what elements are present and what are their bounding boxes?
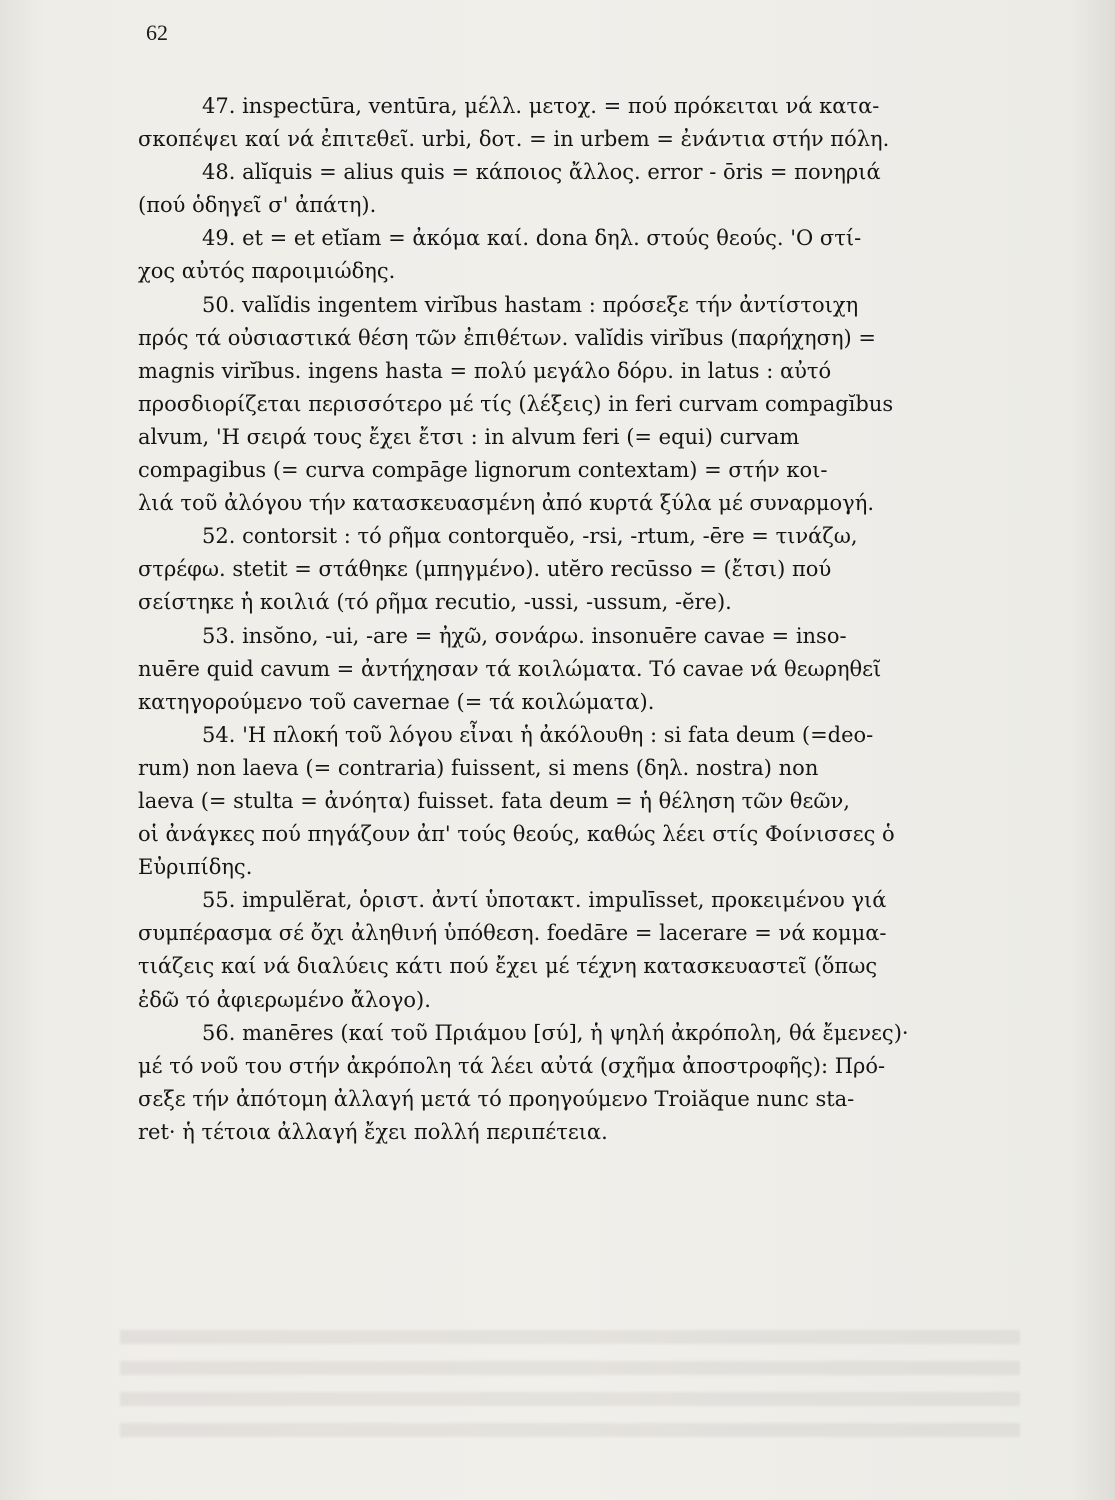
text-line: laeva (= stulta = ἀνόητα) fuisset. fata deum = ἡ θέληση τῶν θεῶν, — [138, 788, 850, 813]
text-line: χος αὐτός παροιμιώδης. — [138, 259, 396, 284]
text-line: 56. manēres (καί τοῦ Πριάμου [σύ], ἡ ψηλή ἀκρόπολη, θά ἔμενες)· — [202, 1020, 909, 1045]
text-line: ret· ἡ τέτοια ἀλλαγή ἔχει πολλή περιπέτεια. — [138, 1119, 608, 1144]
text-line: 54. 'Η πλοκή τοῦ λόγου εἶναι ἡ ἀκόλουθη : si fata deum (=deo- — [202, 722, 874, 747]
text-line: ἐδῶ τό ἀφιερωμένο ἄλογο). — [138, 987, 431, 1012]
text-line: λιά τοῦ ἀλόγου τήν κατασκευασμένη ἀπό κυρτά ξύλα μέ συναρμογή. — [138, 491, 874, 516]
text-line: nuēre quid cavum = ἀντήχησαν τά κοιλώματα. Τό cavae νά θεωρηθεῖ — [138, 656, 882, 681]
text-line: προσδιορίζεται περισσότερο μέ τίς (λέξεις) in feri curvam compagĭbus — [138, 391, 894, 416]
text-line: rum) non laeva (= contraria) fuissent, si mens (δηλ. nostra) non — [138, 755, 819, 780]
bleed-through-shadow — [120, 1330, 1020, 1450]
text-line: compagibus (= curva compāge lignorum contextam) = στήν κοι- — [138, 458, 828, 483]
text-line: τιάζεις καί νά διαλύεις κάτι πού ἔχει μέ τέχνη κατασκευαστεῖ (ὅπως — [138, 954, 878, 979]
text-line: σεξε τήν ἀπότομη ἀλλαγή μετά τό προηγούμενο Troiăque nunc sta- — [138, 1086, 855, 1111]
text-line: magnis virĭbus. ingens hasta = πολύ μεγάλο δόρυ. in latus : αὐτό — [138, 358, 832, 383]
text-line: συμπέρασμα σέ ὄχι ἀληθινή ὑπόθεση. foedāre = lacerare = νά κομμα- — [138, 921, 887, 946]
text-line: μέ τό νοῦ του στήν ἀκρόπολη τά λέει αὐτά (σχῆμα ἀποστροφῆς): Πρό- — [138, 1053, 886, 1078]
text-line: 47. inspectūra, ventūra, μέλλ. μετοχ. = πού πρόκειται νά κατα- — [202, 94, 880, 118]
text-line: πρός τά οὐσιαστικά θέση τῶν ἐπιθέτων. valĭdis virĭbus (παρήχηση) = — [138, 325, 876, 350]
text-line: 49. et = et etĭam = ἀκόμα καί. dona δηλ. στούς θεούς. 'Ο στί- — [202, 226, 862, 251]
text-line: 48. alĭquis = alius quis = κάποιος ἄλλος. error - ōris = πονηριά — [202, 160, 881, 185]
text-line: Εὐριπίδης. — [138, 855, 253, 880]
text-line: 50. valĭdis ingentem virĭbus hastam : πρόσεξε τήν ἀντίστοιχη — [202, 292, 859, 317]
text-line: στρέφω. stetit = στάθηκε (μπηγμένο). utĕro recūsso = (ἔτσι) πού — [138, 557, 832, 582]
text-line: σκοπέψει καί νά ἐπιτεθεῖ. urbi, δοτ. = in urbem = ἐνάντια στήν πόλη. — [138, 127, 890, 152]
text-line: 53. insŏno, -ui, -are = ἠχῶ, σονάρω. insonuēre cavae = inso- — [202, 623, 847, 648]
text-line: κατηγορούμενο τοῦ cavernae (= τά κοιλώματα). — [138, 689, 655, 714]
text-line: 55. impulĕrat, ὁριστ. ἀντί ὑποτακτ. impulīsset, προκειμένου γιά — [202, 888, 887, 913]
commentary-text — [138, 90, 1000, 1149]
text-line: (πού ὁδηγεῖ σ' ἀπάτη). — [138, 193, 377, 218]
text-line: alvum, 'Η σειρά τους ἔχει ἔτσι : in alvum feri (= equi) curvam — [138, 424, 800, 449]
text-line: σείστηκε ἡ κοιλιά (τό ρῆμα recutio, -ussi, -ussum, -ĕre). — [138, 590, 732, 615]
text-line: 52. contorsit : τό ρῆμα contorquĕo, -rsi, -rtum, -ēre = τινάζω, — [202, 524, 858, 549]
text-line: οἱ ἀνάγκες πού πηγάζουν ἀπ' τούς θεούς, καθώς λέει στίς Φοίνισσες ὁ — [138, 822, 895, 847]
page-number: 62 — [146, 20, 168, 45]
